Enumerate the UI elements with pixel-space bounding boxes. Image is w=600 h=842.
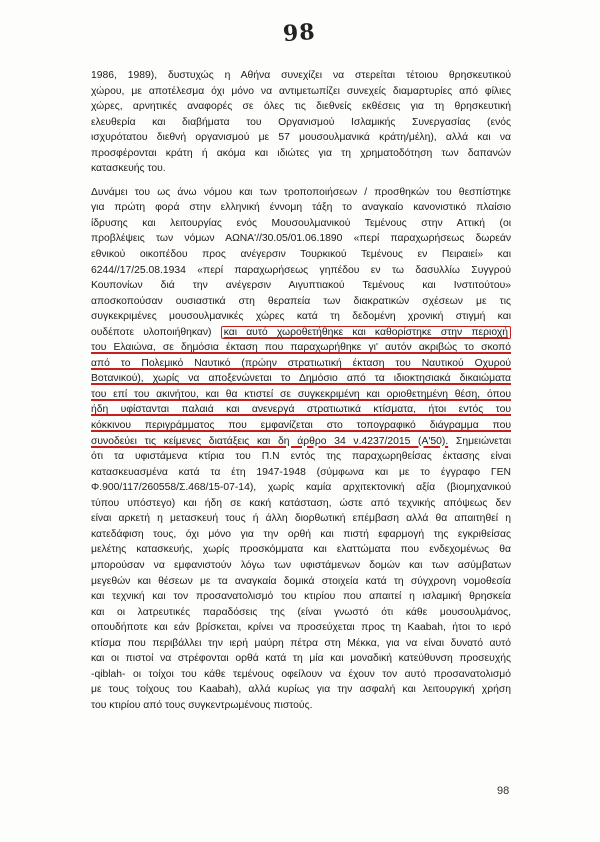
underlined-line: από το Πολεμικό Ναυτικό (πρώην στρατιωτική έκταση του Ναυτικού Οχυρού — [91, 357, 511, 369]
line: 1986, 1989), δυστυχώς η Αθήνα συνεχίζει να στερείται τέτοιου θρησκευτικού — [91, 70, 511, 81]
line: μελέτης κατασκευής, χωρίς προσκόμματα και ελαττώματα που ενδεχομένως θα — [91, 544, 511, 556]
underlined-line: ήδη υφίστανται παλαιά και ανενεργά στρατιωτικά κτίσματα, ήτοι εντός του — [91, 404, 511, 416]
line: Σημειώνεται — [455, 435, 512, 447]
paragraph-2 — [91, 185, 511, 698]
line: κτίσμα που περιβάλλει την ιερή μαύρη πέτρα στη Μέκκα, για να είναι δυνατό αυτό — [91, 637, 511, 649]
line: είναι αρκετή η μετασκευή τους ή άλλη διορθωτική επέμβαση αλλά θα απαιτηθεί η — [91, 513, 511, 525]
line: ίδρυσης και λειτουργίας ενός Μουσουλμανικού Τεμένους στην Αττική (οι — [91, 217, 511, 229]
line: Κουπονίων διά την ανέγερσιν Αιγυπτιακού Τεμένους και Ινστιτούτου» — [91, 280, 511, 292]
underlined-line: κόκκινου περιγράμματος που εμφανίζεται στο τοπογραφικό διάγραμμα που — [91, 420, 511, 432]
line: ισχυρότατου διεθνή οργανισμού με 57 μουσουλμανικά κράτη/μέλη), αλλά και να — [91, 132, 511, 144]
line: μπορούσαν να εμφανιστούν λόγω των υφιστάμενων δομών και των ασύμβατων — [91, 559, 511, 571]
boxed-underlined-text: και αυτό χωροθετήθηκε και καθορίστηκε στην περιοχή — [221, 326, 511, 339]
line: προσφέρονται κράτη ή ακόμα και ιδιώτες για τη χρηματοδότηση των δαπανών — [91, 147, 511, 159]
paragraph-1-end — [91, 161, 511, 177]
line: συγκεκριμένες μουσουλμανικές χώρες κατά τη δεδομένη χρονική στιγμή και — [91, 311, 511, 323]
line: κατασκευής του. — [91, 163, 166, 175]
line: ουδέποτε υλοποιήθηκαν) — [91, 326, 212, 338]
line: εθνικού οικοπέδου προς ανέγερσιν Τουρκικού Τεμένους εν Πειραιεί» και — [91, 249, 511, 261]
page-number: 98 — [497, 785, 510, 797]
line: και οι πιστοί να στρέφονται ορθά κατά τη μία και μοναδική κατεύθυνση προσευχής — [91, 653, 511, 665]
handwritten-page-mark: 98 — [282, 18, 317, 48]
underlined-line: του επί του ακινήτου, και θα κτιστεί σε συγκεκριμένη και οριοθετημένη θέση, όπου — [91, 388, 511, 400]
line: του κτιρίου από τους συγκεντρωμένους πιστούς. — [91, 699, 313, 711]
line: και τεχνική και τον προσανατολισμό του κτιρίου που απαιτεί η ισλαμική θρησκεία — [91, 591, 511, 603]
line: αποσκοπούσαν ουσιαστικά στη θεραπεία των διακρατικών σχέσεων με τις — [91, 295, 511, 307]
line: με τους τοίχους του Kaabah), αλλά κυρίως για την ασφαλή και λειτουργική χρήση — [91, 684, 511, 696]
paragraph-1 — [91, 68, 511, 161]
line: για πρώτη φορά στην ελληνική έννομη τάξη το αναγκαίο κανονιστικό πλαίσιο — [91, 202, 511, 214]
underlined-line: του Ελαιώνα, σε δημόσια έκταση που παραχωρήθηκε γι' αυτόν ακριβώς το σκοπό — [91, 342, 511, 354]
line: 6244//17/25.08.1934 «περί παραχωρήσεως γηπέδου εν τω δασυλλίω Συγγρού — [91, 264, 511, 276]
line: χώρες, αρνητικές αναφορές σε όλες τις διεθνείς εκθέσεις για τη θρησκευτική — [91, 101, 511, 113]
line: τύπου υπόστεγο) και ήδη σε κακή κατάσταση, ώστε από τεχνικής απόψεως δεν — [91, 497, 511, 509]
line: ότι τα υφιστάμενα κτίρια του Π.Ν εντός της παραχωρηθείσας έκτασης είναι — [91, 451, 511, 463]
line: μεγεθών και θέσεων με τα αναγκαία δομικά στοιχεία κατά τη σύγχρονη νομοθεσία — [91, 575, 511, 587]
document-body — [91, 68, 511, 713]
line: χώρου, με αποτέλεσμα όχι μόνο να αντιμετωπίζει συνεχείς διαμαρτυρίες από φίλιες — [91, 85, 511, 97]
line: Δυνάμει του ως άνω νόμου και των τροποποιήσεων / προσθηκών του θεσπίστηκε — [91, 186, 511, 198]
line: και οι λατρευτικές παραδόσεις της (είναι γνωστό ότι κάθε μουσουλμάνος, — [91, 606, 511, 618]
underlined-line: Βοτανικού), χωρίς να αποξενώνεται το Δημόσιο από τα ιδιοκτησιακά δικαιώματα — [91, 373, 511, 385]
line: Φ.900/117/260558/Σ.468/15-07-14), χωρίς καμία αρχιτεκτονική αξία (βιομηχανικού — [91, 482, 511, 494]
paragraph-gap — [91, 177, 511, 185]
paragraph-2-end — [91, 698, 511, 714]
underlined-line: συνοδεύει τις κείμενες διατάξεις και δη άρθρο 34 ν.4237/2015 (Α'50). — [91, 435, 449, 447]
line: οπουδήποτε και εάν βρίσκεται, κρίνει να προσεύχεται προς τη Kaabah, ήτοι το ιερό — [91, 622, 511, 634]
line: κατασκευασμένα κατά τα έτη 1947-1948 (σύμφωνα και με το έγγραφο ΓΕΝ — [91, 466, 511, 478]
line: -qiblah- οι τοίχοι του κάθε τεμένους οφείλουν να έχουν τον αυτό προσανατολισμό — [91, 668, 511, 680]
line: ελευθερία και διαβήματα του Οργανισμού Ισλαμικής Συνεργασίας (ενός — [91, 116, 511, 128]
line: κατεδάφιση τους, όχι μόνο για την ορθή και πιστή εφαρμογή της εγκριθείσας — [91, 528, 511, 540]
line: προβλέψεις των νόμων ΑΩΝΑ'//30.05/01.06.1890 «περί παραχωρήσεως δωρεάν — [91, 233, 511, 245]
